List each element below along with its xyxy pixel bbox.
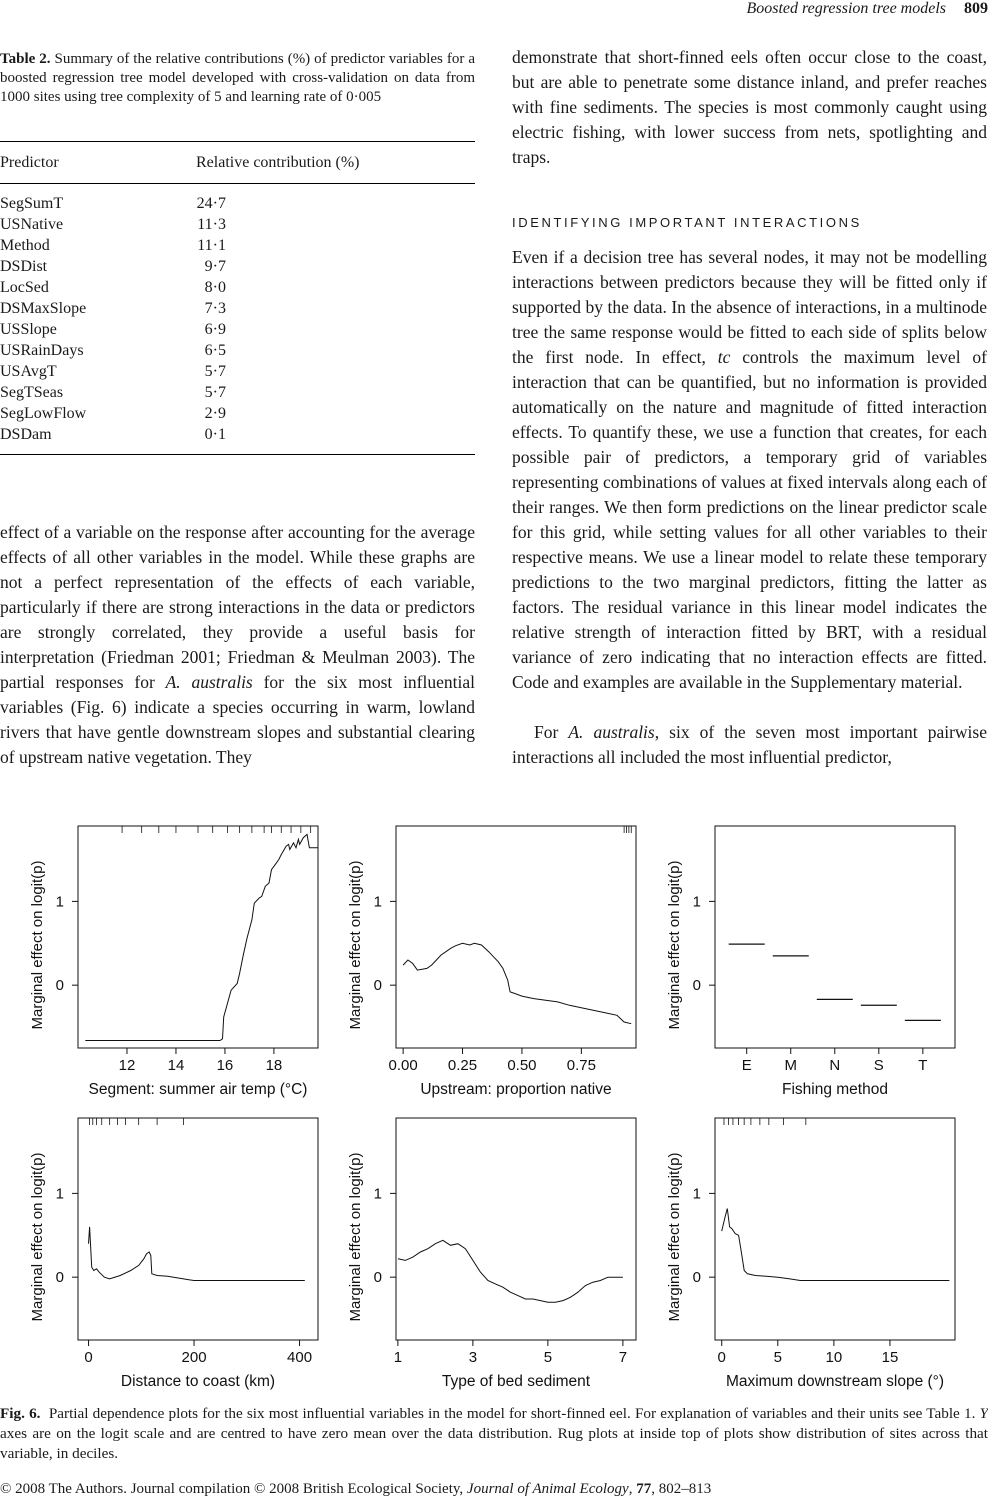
x-tick-label: 400: [287, 1349, 313, 1366]
left-paragraph: [0, 520, 475, 770]
plot-frame: [715, 1118, 955, 1340]
y-tick-label: 1: [692, 893, 701, 911]
y-axis-label: Marginal effect on logit(p): [29, 860, 46, 1030]
left-paragraph-text-a: effect of a variable on the response after accounting for the average effects of all other variables in the model. While these graphs are not a perfect representation of the effects of each variable, particularly if there are strong interactions in the data or predictors are strongly correlated, they provide a useful basis for interpretation (Friedman 2001; Friedman & Meulman 2003). The partial responses for: [0, 522, 475, 692]
table-row: [0, 256, 475, 277]
x-axis-label: Type of bed sediment: [441, 1373, 591, 1390]
copyright-footer: [0, 1481, 988, 1498]
x-tick-label: 0: [84, 1349, 93, 1366]
x-tick-label: 0.75: [566, 1057, 596, 1074]
table-caption: [0, 50, 475, 107]
plot-frame: [396, 1118, 636, 1340]
y-axis-label: Marginal effect on logit(p): [347, 1152, 364, 1322]
x-tick-label: N: [829, 1057, 841, 1074]
right-paragraph-interactions: [512, 245, 987, 695]
right-paragraph-continued: demonstrate that short-finned eels often occur close to the coast, but are able to penetrate some distance inland, and prefer reaches with fine sediments. The species is most commonly caught using electric fishing, with lower success from nets, spotlighting and traps.: [512, 47, 987, 167]
predictor-cell: DSDist: [0, 258, 48, 275]
x-axis-label: Distance to coast (km): [120, 1373, 276, 1390]
table-top-rule: [0, 141, 475, 142]
partial-dependence-line: [89, 1227, 305, 1281]
running-title: Boosted regression tree models: [746, 0, 946, 17]
table-row: [0, 193, 475, 214]
x-tick-label: T: [918, 1057, 928, 1074]
x-tick-label: 10: [825, 1349, 843, 1366]
plot-fishing-method: [655, 818, 965, 1100]
partial-dependence-line: [398, 1240, 623, 1302]
figure-label: Fig. 6.: [0, 1405, 41, 1422]
partial-dependence-line: [85, 834, 318, 1040]
partial-dependence-line: [722, 1209, 950, 1281]
value-cell: 5·7: [204, 363, 226, 380]
y-tick-label: 0: [692, 977, 701, 995]
y-tick-label: 0: [373, 977, 382, 995]
table-header-contribution: Relative contribution (%): [196, 154, 360, 171]
x-tick-label: 1: [393, 1349, 403, 1366]
value-cell: 11·1: [197, 237, 226, 254]
predictor-cell: DSDam: [0, 426, 52, 443]
value-cell: 0·1: [204, 426, 226, 443]
interactions-text-a: Even if a decision tree has several nodes, it may not be modelling interactions between predictors because they will be fitted only if supported by the data. In the absence of interactions, in a multinode tree the same response would be fitted to each side of splits below the first node. In effect,: [512, 247, 987, 367]
x-tick-label: 18: [265, 1057, 283, 1074]
plot-summer-air-temp: [18, 818, 328, 1100]
y-tick-label: 1: [373, 1185, 382, 1203]
table-row: [0, 235, 475, 256]
species-text-a: For: [534, 722, 569, 742]
plot-frame: [78, 826, 318, 1048]
table-row: [0, 361, 475, 382]
predictor-cell: Method: [0, 237, 50, 254]
figure-caption-text-b: axes are on the logit scale and are centred to have zero mean over the data distribution. Rug plots at inside top of plots show distribution of sites across that variable, in deciles.: [0, 1425, 988, 1462]
y-tick-label: 1: [692, 1185, 701, 1203]
y-tick-label: 0: [692, 1269, 701, 1287]
x-tick-label: 12: [118, 1057, 136, 1074]
predictor-cell: LocSed: [0, 279, 49, 296]
x-tick-label: 15: [881, 1349, 899, 1366]
value-cell: 2·9: [204, 405, 226, 422]
table-row: [0, 298, 475, 319]
interactions-text-b: controls the maximum level of interaction that can be quantified, but no information is provided automatically on the nature and magnitude of fitted interaction effects. To quantify these, we use a function that creates, for each possible pair of predictors, a temporary grid of variables representing combinations of values at fixed intervals along each of their ranges. We then form predictions on the linear predictor scale for this grid, while setting values for all other variables to their respective means. We use a linear model to relate these temporary predictions to the two marginal predictors, fitting the latter as factors. The residual variance in this linear model indicates the relative strength of interaction fitted by BRT, with a residual variance of zero indicating that no interaction effects are fitted. Code and examples are available in the Supplementary material.: [512, 347, 987, 692]
plot-frame: [78, 1118, 318, 1340]
predictor-cell: USNative: [0, 216, 64, 233]
table-row: [0, 277, 475, 298]
x-axis-label: Upstream: proportion native: [420, 1081, 612, 1098]
x-tick-label: 200: [181, 1349, 207, 1366]
y-tick-label: 1: [55, 893, 64, 911]
y-tick-label: 0: [55, 1269, 64, 1287]
running-header: [0, 0, 988, 22]
plot-frame: [396, 826, 636, 1048]
x-axis-label: Maximum downstream slope (°): [725, 1373, 945, 1390]
figure-caption-text-a: Partial dependence plots for the six most influential variables in the model for short-finned eel. For explanation of variables and their units see Table 1.: [48, 1405, 980, 1422]
x-tick-label: E: [741, 1057, 752, 1074]
predictor-cell: SegLowFlow: [0, 405, 87, 422]
x-tick-label: 5: [773, 1349, 782, 1366]
partial-dependence-line: [403, 943, 631, 1023]
section-heading: IDENTIFYING IMPORTANT INTERACTIONS: [512, 215, 862, 230]
table-header-rule: [0, 183, 475, 184]
journal-volume: 77: [636, 1481, 652, 1497]
value-cell: 6·9: [204, 321, 226, 338]
value-cell: 7·3: [204, 300, 226, 317]
predictor-cell: USRainDays: [0, 342, 84, 359]
footer-text: © 2008 The Authors. Journal compilation © 2008 British Ecological Society,: [0, 1481, 467, 1497]
x-tick-label: 0: [717, 1349, 726, 1366]
value-cell: 11·3: [197, 216, 226, 233]
species-name: A. australis: [568, 722, 655, 742]
predictor-cell: DSMaxSlope: [0, 300, 87, 317]
x-tick-label: 16: [216, 1057, 234, 1074]
y-axis-label: Marginal effect on logit(p): [666, 1152, 683, 1322]
table-row: [0, 424, 475, 445]
journal-name: Journal of Animal Ecology: [466, 1481, 629, 1497]
predictor-cell: USSlope: [0, 321, 57, 338]
value-cell: 8·0: [204, 279, 226, 296]
x-tick-label: 5: [543, 1349, 553, 1366]
predictor-cell: SegSumT: [0, 195, 64, 212]
y-tick-label: 1: [373, 893, 382, 911]
table-header-predictor: Predictor: [0, 154, 59, 171]
footer-sep: ,: [628, 1481, 637, 1497]
value-cell: 5·7: [204, 384, 226, 401]
species-text-b: , six of the seven most important pairwise interactions all included the most influential predictor,: [512, 722, 987, 767]
value-cell: 6·5: [204, 342, 226, 359]
table-caption-text: Summary of the relative contributions (%) of predictor variables for a boosted regression tree model developed with cross-validation on data from 1000 sites using tree complexity of 5 and learning rate of 0·005: [0, 51, 475, 105]
y-axis-label: Marginal effect on logit(p): [29, 1152, 46, 1322]
species-name: A. australis: [165, 672, 253, 692]
table-caption-label: Table 2.: [0, 51, 51, 67]
y-axis-label: Marginal effect on logit(p): [666, 860, 683, 1030]
value-cell: 24·7: [196, 195, 226, 212]
table-row: [0, 382, 475, 403]
x-tick-label: 14: [167, 1057, 185, 1074]
x-tick-label: 7: [618, 1349, 628, 1366]
x-tick-label: 0.00: [388, 1057, 418, 1074]
plot-downstream-slope: [655, 1110, 965, 1392]
x-tick-label: 0.50: [507, 1057, 537, 1074]
x-tick-label: 0.25: [447, 1057, 478, 1074]
right-paragraph-species: [512, 720, 987, 770]
journal-pages: , 802–813: [651, 1481, 712, 1497]
plot-bed-sediment: [336, 1110, 646, 1392]
y-tick-label: 1: [55, 1185, 64, 1203]
table-row: [0, 214, 475, 235]
y-axis-label: Marginal effect on logit(p): [347, 860, 364, 1030]
x-tick-label: S: [873, 1057, 884, 1074]
table-bottom-rule: [0, 454, 475, 455]
x-axis-label: Segment: summer air temp (°C): [88, 1081, 308, 1098]
left-paragraph-text-b: for the six most influential variables (Fig. 6) indicate a species occurring in warm, lowland rivers that have gentle downstream slopes and substantial clearing of upstream native vegetation. They: [0, 672, 475, 767]
table-row: [0, 403, 475, 424]
x-tick-label: M: [784, 1057, 797, 1074]
x-tick-label: 3: [468, 1349, 478, 1366]
plot-upstream-proportion-native: [336, 818, 646, 1100]
y-tick-label: 0: [373, 1269, 382, 1287]
predictor-cell: SegTSeas: [0, 384, 64, 401]
figure-caption: [0, 1404, 988, 1464]
x-axis-label: Fishing method: [782, 1081, 888, 1098]
value-cell: 9·7: [204, 258, 226, 275]
y-tick-label: 0: [55, 977, 64, 995]
predictor-cell: USAvgT: [0, 363, 57, 380]
plot-frame: [715, 826, 955, 1048]
figure-caption-y: Y: [979, 1405, 988, 1422]
tc-term: tc: [717, 347, 731, 367]
table-row: [0, 340, 475, 361]
plot-distance-to-coast: [18, 1110, 328, 1392]
table-row: [0, 319, 475, 340]
page-number: 809: [964, 0, 988, 17]
